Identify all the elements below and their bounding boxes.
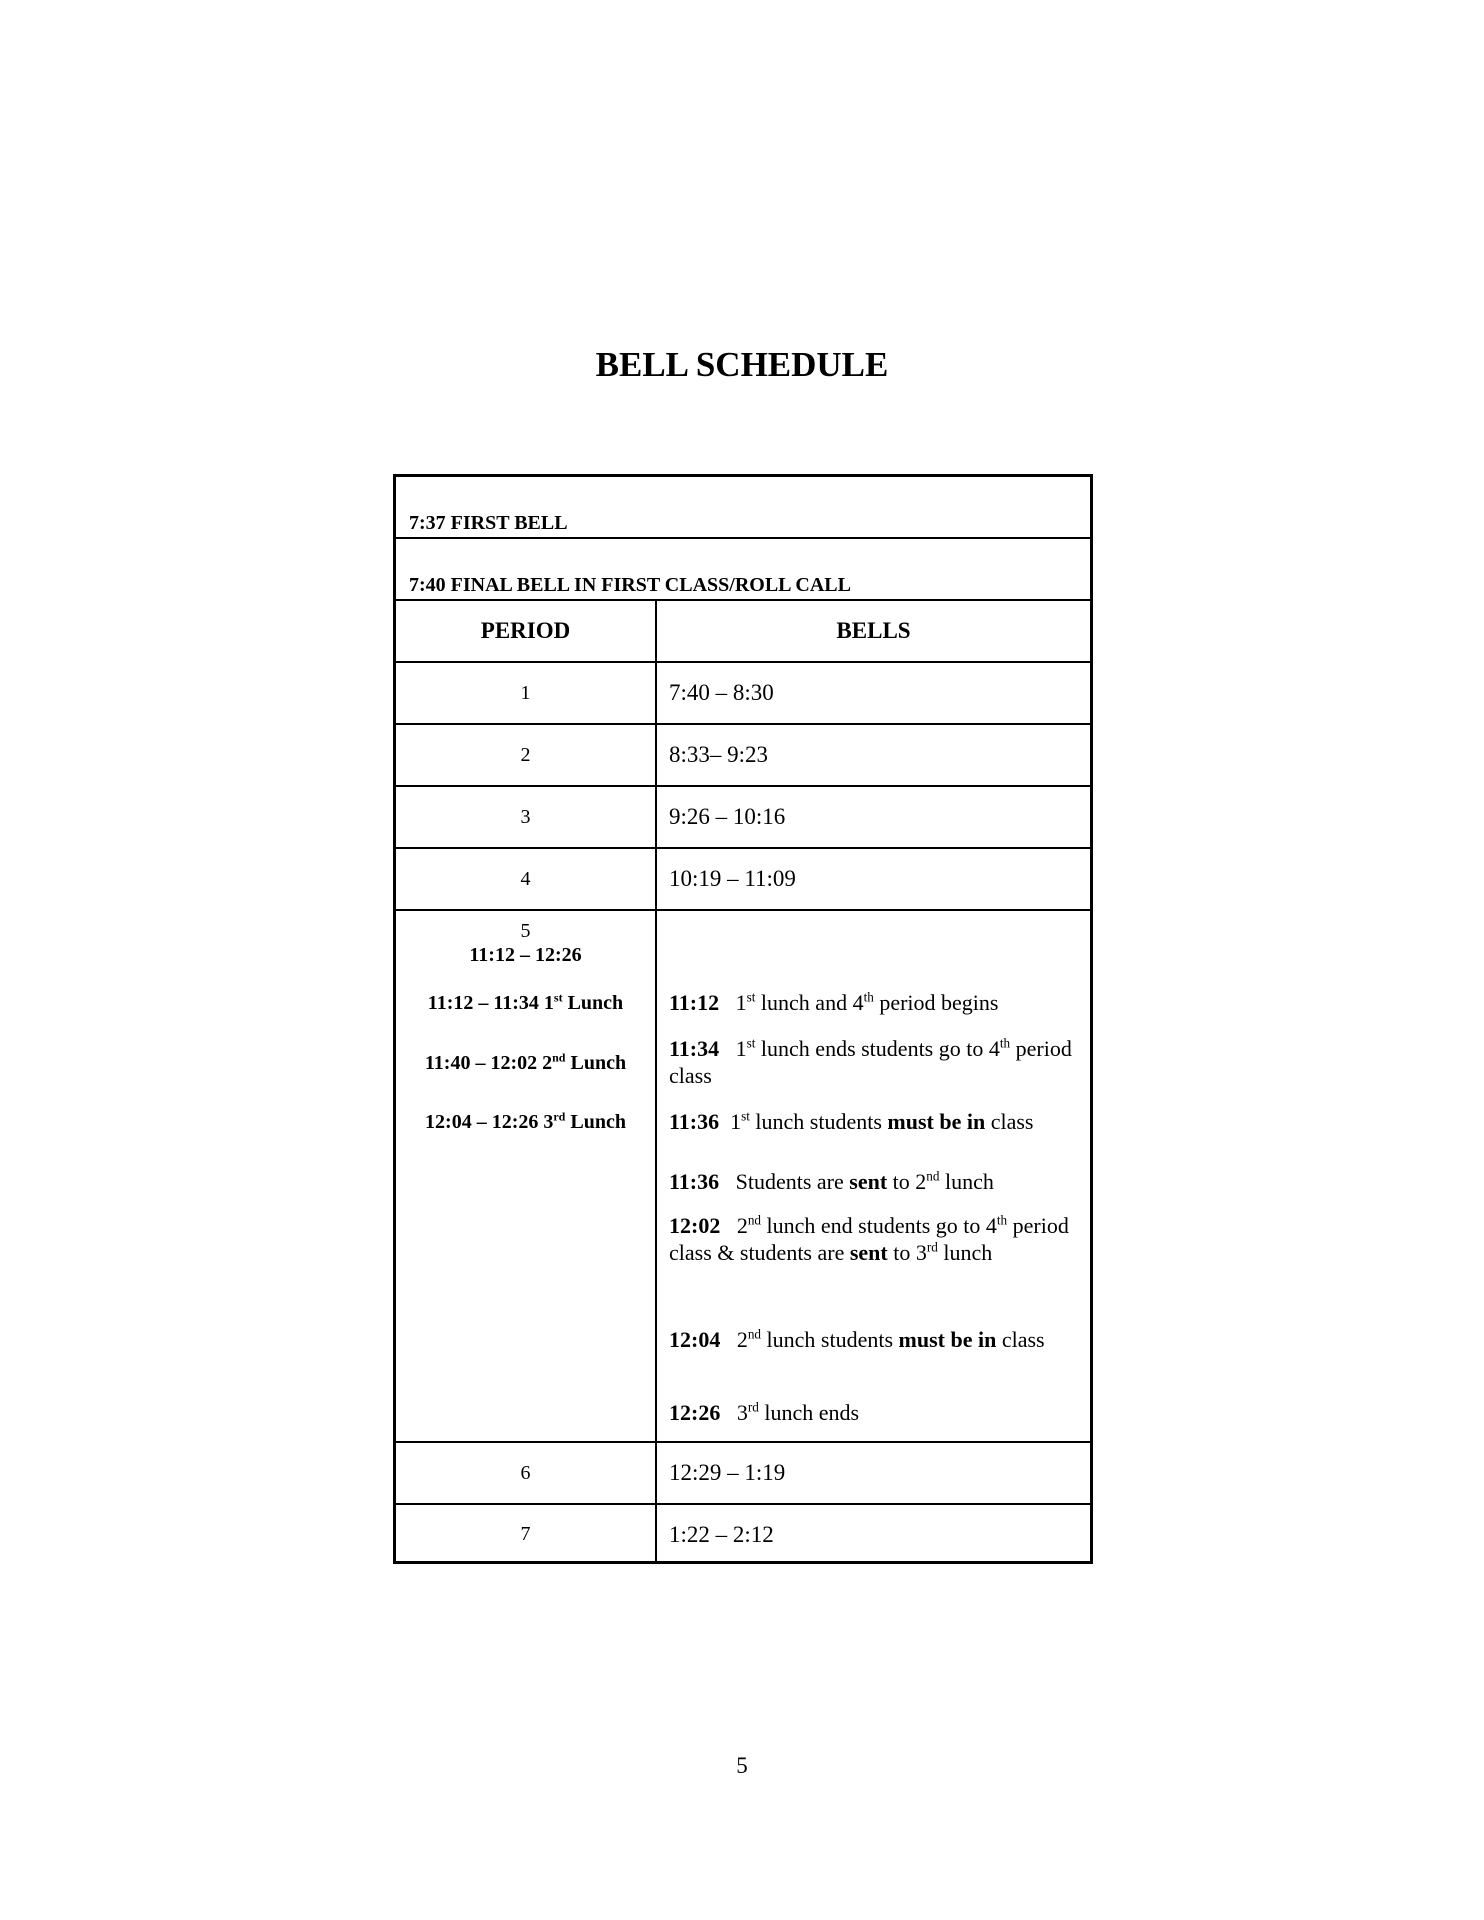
bell-event: 12:26 3rd lunch ends [669, 1399, 860, 1425]
bells-header: BELLS [836, 618, 911, 643]
bell-schedule-table [393, 474, 1093, 1564]
table-row [396, 1505, 1090, 1564]
table-row [396, 787, 1090, 849]
column-divider [655, 599, 657, 1564]
final-bell-text: 7:40 FINAL BELL IN FIRST CLASS/ROLL CALL [409, 574, 851, 596]
bells-cell: 12:29 – 1:19 [669, 1460, 786, 1485]
bells-cell: 10:19 – 11:09 [669, 866, 796, 891]
period-header: PERIOD [480, 618, 571, 643]
bells-cell: 9:26 – 10:16 [669, 804, 786, 829]
first-bell-text: 7:37 FIRST BELL [409, 512, 568, 534]
period-cell: 1 [520, 681, 531, 704]
lunch-1-label: 11:12 – 11:34 1st Lunch [427, 990, 624, 1014]
page-number: 5 [736, 1753, 748, 1778]
bell-event: 11:36 Students are sent to 2nd lunch [669, 1168, 994, 1194]
period-cell: 6 [520, 1461, 531, 1484]
lunch-2-label: 11:40 – 12:02 2nd Lunch [424, 1050, 627, 1074]
period-cell: 7 [520, 1523, 531, 1545]
period-cell: 2 [520, 743, 531, 766]
lunch-3-label: 12:04 – 12:26 3rd Lunch [425, 1109, 626, 1133]
bell-event: 11:34 1st lunch ends students go to 4th period class [669, 1035, 1072, 1088]
header-row [396, 601, 1090, 663]
period-cell: 4 [520, 867, 531, 890]
first-bell-row [396, 477, 1090, 539]
table-row [396, 725, 1090, 787]
bell-event: 11:12 1st lunch and 4th period begins [669, 989, 999, 1015]
table-row [396, 849, 1090, 911]
bells-cell: 1:22 – 2:12 [669, 1521, 774, 1547]
table-row [396, 663, 1090, 725]
period-5-row [396, 911, 1090, 1443]
final-bell-row [396, 539, 1090, 601]
period-cell: 3 [520, 805, 531, 828]
bell-event: 12:02 2nd lunch end students go to 4th period class & students are sent to 3rd lunch [669, 1212, 1069, 1265]
period-5-number: 5 [520, 920, 531, 942]
bells-cell: 8:33– 9:23 [669, 742, 769, 767]
bells-cell: 7:40 – 8:30 [669, 680, 774, 705]
bell-event: 11:36 1st lunch students must be in class [669, 1108, 1034, 1134]
bell-event: 12:04 2nd lunch students must be in class [669, 1326, 1045, 1352]
page-title: BELL SCHEDULE [595, 345, 889, 384]
period-5-range: 11:12 – 12:26 [469, 944, 582, 966]
table-row [396, 1443, 1090, 1505]
